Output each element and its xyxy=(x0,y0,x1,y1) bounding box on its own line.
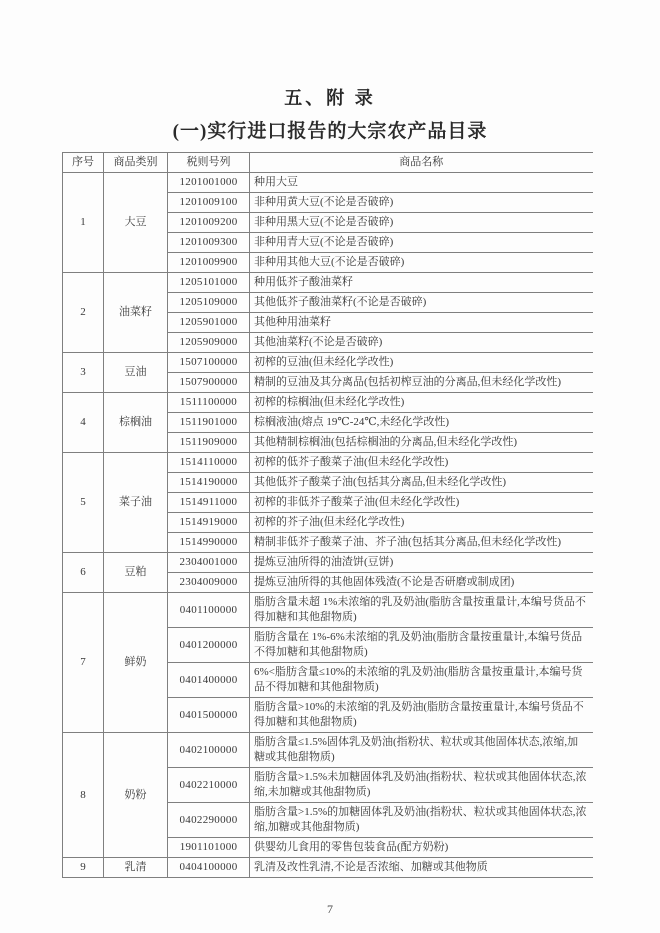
serial-number-cell: 1 xyxy=(63,173,104,273)
page-number: 7 xyxy=(327,902,333,916)
tariff-code-cell: 1201009100 xyxy=(168,193,250,213)
product-name-cell: 提炼豆油所得的其他固体残渣(不论是否研磨或制成团) xyxy=(250,573,593,593)
table-row xyxy=(63,733,593,768)
header-serial-number: 序号 xyxy=(63,153,104,173)
catalog-subtitle: (一)实行进口报告的大宗农产品目录 xyxy=(172,121,488,142)
tariff-code-cell: 1201009900 xyxy=(168,253,250,273)
tariff-code-cell: 0401100000 xyxy=(168,593,250,628)
product-name-cell: 提炼豆油所得的油渣饼(豆饼) xyxy=(250,553,593,573)
product-name-cell: 脂肪含量在 1%-6%未浓缩的乳及奶油(脂肪含量按重量计,本编号货品不得加糖和其他甜物质) xyxy=(250,628,593,663)
category-cell: 乳清 xyxy=(104,858,168,878)
tariff-code-cell: 1511909000 xyxy=(168,433,250,453)
product-name-cell: 乳清及改性乳清,不论是否浓缩、加糖或其他物质 xyxy=(250,858,593,878)
table-row xyxy=(63,858,593,878)
tariff-code-cell: 1201009200 xyxy=(168,213,250,233)
tariff-code-cell: 2304001000 xyxy=(168,553,250,573)
table-row xyxy=(63,353,593,373)
category-cell: 豆粕 xyxy=(104,553,168,593)
header-tariff-code: 税则号列 xyxy=(168,153,250,173)
product-name-cell: 其他精制棕榈油(包括棕榈油的分离品,但未经化学改性) xyxy=(250,433,593,453)
tariff-code-cell: 0402210000 xyxy=(168,768,250,803)
product-name-cell: 脂肪含量>10%的未浓缩的乳及奶油(脂肪含量按重量计,本编号货品不得加糖和其他甜物质) xyxy=(250,698,593,733)
tariff-code-cell: 1514190000 xyxy=(168,473,250,493)
tariff-code-cell: 1201001000 xyxy=(168,173,250,193)
table-header-row xyxy=(63,153,593,173)
tariff-code-cell: 1205109000 xyxy=(168,293,250,313)
tariff-code-cell: 0401400000 xyxy=(168,663,250,698)
table-row xyxy=(63,173,593,193)
product-name-cell: 非种用黄大豆(不论是否破碎) xyxy=(250,193,593,213)
serial-number-cell: 5 xyxy=(63,453,104,553)
category-cell: 奶粉 xyxy=(104,733,168,858)
category-cell: 油菜籽 xyxy=(104,273,168,353)
tariff-code-cell: 0401200000 xyxy=(168,628,250,663)
tariff-code-cell: 1507900000 xyxy=(168,373,250,393)
tariff-code-cell: 1205101000 xyxy=(168,273,250,293)
product-name-cell: 6%<脂肪含量≤10%的未浓缩的乳及奶油(脂肪含量按重量计,本编号货品不得加糖和其他甜物质) xyxy=(250,663,593,698)
product-name-cell: 脂肪含量未超 1%未浓缩的乳及奶油(脂肪含量按重量计,本编号货品不得加糖和其他甜物质) xyxy=(250,593,593,628)
tariff-code-cell: 0402290000 xyxy=(168,803,250,838)
product-name-cell: 非种用黑大豆(不论是否破碎) xyxy=(250,213,593,233)
product-name-cell: 精制非低芥子酸菜子油、芥子油(包括其分离品,但未经化学改性) xyxy=(250,533,593,553)
product-name-cell: 初榨的低芥子酸菜子油(但未经化学改性) xyxy=(250,453,593,473)
serial-number-cell: 7 xyxy=(63,593,104,733)
serial-number-cell: 2 xyxy=(63,273,104,353)
tariff-code-cell: 1901101000 xyxy=(168,838,250,858)
serial-number-cell: 8 xyxy=(63,733,104,858)
tariff-code-cell: 0402100000 xyxy=(168,733,250,768)
category-cell: 豆油 xyxy=(104,353,168,393)
tariff-code-cell: 1511100000 xyxy=(168,393,250,413)
tariff-code-cell: 0404100000 xyxy=(168,858,250,878)
product-name-cell: 其他低芥子酸油菜籽(不论是否破碎) xyxy=(250,293,593,313)
table-row xyxy=(63,393,593,413)
serial-number-cell: 4 xyxy=(63,393,104,453)
tariff-code-cell: 1514911000 xyxy=(168,493,250,513)
tariff-code-cell: 1514919000 xyxy=(168,513,250,533)
product-name-cell: 种用低芥子酸油菜籽 xyxy=(250,273,593,293)
tariff-code-cell: 1511901000 xyxy=(168,413,250,433)
product-name-cell: 初榨的非低芥子酸菜子油(但未经化学改性) xyxy=(250,493,593,513)
category-cell: 鲜奶 xyxy=(104,593,168,733)
table-row xyxy=(63,453,593,473)
product-name-cell: 脂肪含量≤1.5%固体乳及奶油(指粉状、粒状或其他固体状态,浓缩,加糖或其他甜物质) xyxy=(250,733,593,768)
tariff-code-cell: 1201009300 xyxy=(168,233,250,253)
category-cell: 棕榈油 xyxy=(104,393,168,453)
product-name-cell: 初榨的芥子油(但未经化学改性) xyxy=(250,513,593,533)
tariff-code-cell: 1205901000 xyxy=(168,313,250,333)
tariff-code-cell: 1514990000 xyxy=(168,533,250,553)
table-row xyxy=(63,593,593,628)
tariff-code-cell: 1514110000 xyxy=(168,453,250,473)
table-row xyxy=(63,553,593,573)
serial-number-cell: 6 xyxy=(63,553,104,593)
product-name-cell: 脂肪含量>1.5%的加糖固体乳及奶油(指粉状、粒状或其他固体状态,浓缩,加糖或其他甜物质) xyxy=(250,803,593,838)
tariff-code-cell: 1507100000 xyxy=(168,353,250,373)
header-category: 商品类别 xyxy=(104,153,168,173)
product-name-cell: 初榨的棕榈油(但未经化学改性) xyxy=(250,393,593,413)
serial-number-cell: 3 xyxy=(63,353,104,393)
product-name-cell: 其他油菜籽(不论是否破碎) xyxy=(250,333,593,353)
table-row xyxy=(63,273,593,293)
product-name-cell: 供婴幼儿食用的零售包装食品(配方奶粉) xyxy=(250,838,593,858)
product-name-cell: 其他种用油菜籽 xyxy=(250,313,593,333)
product-name-cell: 非种用青大豆(不论是否破碎) xyxy=(250,233,593,253)
tariff-code-cell: 1205909000 xyxy=(168,333,250,353)
product-name-cell: 种用大豆 xyxy=(250,173,593,193)
tariff-code-cell: 2304009000 xyxy=(168,573,250,593)
product-name-cell: 脂肪含量>1.5%未加糖固体乳及奶油(指粉状、粒状或其他固体状态,浓缩,未加糖或其他甜物质) xyxy=(250,768,593,803)
category-cell: 大豆 xyxy=(104,173,168,273)
tariff-code-cell: 0401500000 xyxy=(168,698,250,733)
product-name-cell: 其他低芥子酸菜子油(包括其分离品,但未经化学改性) xyxy=(250,473,593,493)
product-name-cell: 非种用其他大豆(不论是否破碎) xyxy=(250,253,593,273)
catalog-table-body xyxy=(63,173,593,878)
header-product-name: 商品名称 xyxy=(250,153,593,173)
product-name-cell: 精制的豆油及其分离品(包括初榨豆油的分离品,但未经化学改性) xyxy=(250,373,593,393)
category-cell: 菜子油 xyxy=(104,453,168,553)
product-name-cell: 棕榈液油(熔点 19℃-24℃,未经化学改性) xyxy=(250,413,593,433)
serial-number-cell: 9 xyxy=(63,858,104,878)
catalog-table xyxy=(62,152,593,878)
appendix-title: 五、附 录 xyxy=(284,88,376,108)
product-name-cell: 初榨的豆油(但未经化学改性) xyxy=(250,353,593,373)
